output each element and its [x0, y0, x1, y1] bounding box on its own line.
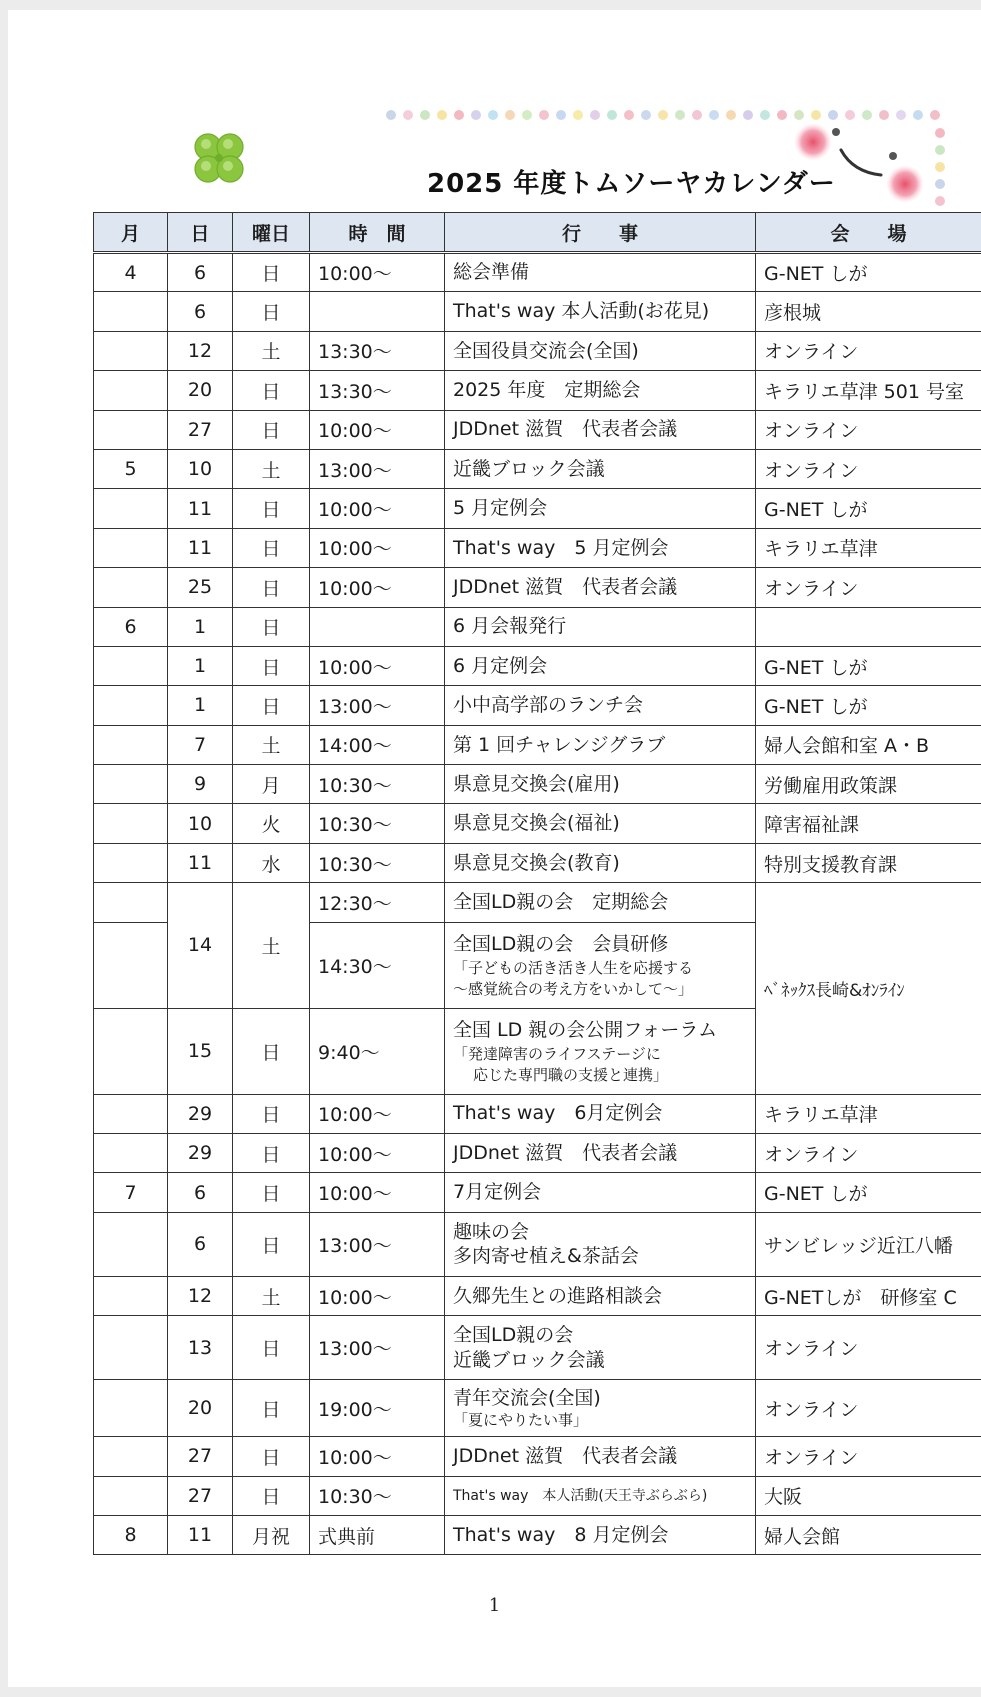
- month-cell: 6: [94, 607, 168, 646]
- month-cell: [94, 1134, 168, 1173]
- event-subtitle: 応じた専門職の支援と連携」: [473, 1066, 669, 1085]
- decorative-dot: [471, 110, 481, 120]
- day-cell: 11: [168, 1515, 233, 1554]
- event-cell: 県意見交換会(福祉): [445, 804, 756, 843]
- event-line: 趣味の会: [453, 1220, 530, 1243]
- event-cell: [445, 1316, 756, 1380]
- decorative-dot: [641, 110, 651, 120]
- column-header-time: 時 間: [310, 213, 445, 253]
- time-cell: 12:30～: [310, 883, 445, 922]
- month-cell: [94, 568, 168, 607]
- event-cell: 県意見交換会(教育): [445, 843, 756, 882]
- time-cell: 10:00～: [310, 1276, 445, 1315]
- weekday-cell: 日: [233, 607, 310, 646]
- calendar-table: [93, 212, 981, 1555]
- decorative-dot: [743, 110, 753, 120]
- weekday-cell: 水: [233, 843, 310, 882]
- day-cell: 27: [168, 1437, 233, 1476]
- decorative-dot: [777, 110, 787, 120]
- decorative-dot: [658, 110, 668, 120]
- venue-cell: オンライン: [756, 1437, 981, 1476]
- day-cell: 11: [168, 528, 233, 567]
- day-cell: 12: [168, 331, 233, 370]
- event-cell: 久郷先生との進路相談会: [445, 1276, 756, 1315]
- event-cell: 小中高学部のランチ会: [445, 686, 756, 725]
- day-cell: 27: [168, 410, 233, 449]
- weekday-cell: 日: [233, 1380, 310, 1437]
- venue-cell: キラリエ草津: [756, 528, 981, 567]
- decorative-dot: [386, 110, 396, 120]
- day-cell: 25: [168, 568, 233, 607]
- day-cell: 6: [168, 292, 233, 331]
- decorative-dot: [573, 110, 583, 120]
- weekday-cell: 日: [233, 1094, 310, 1133]
- time-cell: 10:00～: [310, 1173, 445, 1212]
- event-title: 全国 LD 親の会公開フォーラム: [453, 1018, 718, 1041]
- decorative-dot: [556, 110, 566, 120]
- table-row: [94, 804, 981, 843]
- table-row: [94, 1173, 981, 1212]
- time-cell: 10:30～: [310, 843, 445, 882]
- table-row: [94, 725, 981, 764]
- event-line: 近畿ブロック会議: [453, 1348, 605, 1371]
- event-cell: 6 月定例会: [445, 646, 756, 685]
- weekday-cell: 日: [233, 1437, 310, 1476]
- decorative-dot: [522, 110, 532, 120]
- weekday-cell: 土: [233, 1276, 310, 1315]
- event-cell: JDDnet 滋賀 代表者会議: [445, 410, 756, 449]
- venue-cell: 障害福祉課: [756, 804, 981, 843]
- table-row: [94, 1437, 981, 1476]
- weekday-cell: 日: [233, 528, 310, 567]
- day-cell: 15: [168, 1008, 233, 1094]
- venue-cell: オンライン: [756, 410, 981, 449]
- month-cell: 8: [94, 1515, 168, 1554]
- weekday-cell: 日: [233, 646, 310, 685]
- decorative-dot: [692, 110, 702, 120]
- day-cell: 7: [168, 725, 233, 764]
- day-cell: 27: [168, 1476, 233, 1515]
- column-header-month: 月: [94, 213, 168, 253]
- venue-cell: G-NET しが: [756, 686, 981, 725]
- table-row: [94, 607, 981, 646]
- month-cell: [94, 292, 168, 331]
- decorative-dot: [930, 110, 940, 120]
- day-cell: 29: [168, 1134, 233, 1173]
- time-cell: 10:00～: [310, 568, 445, 607]
- day-cell: 12: [168, 1276, 233, 1315]
- decorative-dot: [488, 110, 498, 120]
- time-cell: 10:00～: [310, 489, 445, 528]
- table-row: [94, 646, 981, 685]
- time-cell: 13:00～: [310, 1316, 445, 1380]
- venue-cell: オンライン: [756, 1316, 981, 1380]
- time-cell: 19:00～: [310, 1380, 445, 1437]
- day-cell: 1: [168, 607, 233, 646]
- event-cell: 総会準備: [445, 253, 756, 292]
- decorative-dot: [794, 110, 804, 120]
- day-cell: 11: [168, 843, 233, 882]
- venue-cell: オンライン: [756, 1380, 981, 1437]
- venue-cell: G-NET しが: [756, 1173, 981, 1212]
- time-cell: 14:30～: [310, 922, 445, 1008]
- month-cell: 5: [94, 449, 168, 488]
- time-cell: [310, 292, 445, 331]
- time-cell: 13:30～: [310, 371, 445, 410]
- weekday-cell: 土: [233, 449, 310, 488]
- decorative-dot: [539, 110, 549, 120]
- table-row: [94, 843, 981, 882]
- decorative-dot: [454, 110, 464, 120]
- decorative-dot: [505, 110, 515, 120]
- table-row: [94, 331, 981, 370]
- decorative-dot: [896, 110, 906, 120]
- document-title: 2025 年度トムソーヤカレンダー: [427, 169, 836, 199]
- weekday-cell: 日: [233, 1173, 310, 1212]
- table-row: [94, 528, 981, 567]
- event-cell: 5 月定例会: [445, 489, 756, 528]
- weekday-cell: 火: [233, 804, 310, 843]
- decorative-dot: [811, 110, 821, 120]
- venue-cell: オンライン: [756, 1134, 981, 1173]
- page-number: 1: [488, 1595, 501, 1616]
- table-row: [94, 1094, 981, 1133]
- table-row: [94, 449, 981, 488]
- decorative-dot: [709, 110, 719, 120]
- event-cell: That's way 本人活動(天王寺ぶらぶら): [445, 1476, 756, 1515]
- venue-cell: G-NET しが: [756, 489, 981, 528]
- time-cell: [310, 607, 445, 646]
- weekday-cell: 日: [233, 410, 310, 449]
- day-cell: 14: [168, 883, 233, 1008]
- table-row: [94, 1476, 981, 1515]
- day-cell: 6: [168, 1173, 233, 1212]
- table-row: [94, 1316, 981, 1380]
- table-row: [94, 1134, 981, 1173]
- event-cell: 全国LD親の会 定期総会: [445, 883, 756, 922]
- event-line: 青年交流会(全国): [453, 1387, 601, 1410]
- table-row: [94, 883, 981, 922]
- event-cell: That's way 本人活動(お花見): [445, 292, 756, 331]
- column-header-day: 日: [168, 213, 233, 253]
- month-cell: [94, 1094, 168, 1133]
- decorative-dot: [862, 110, 872, 120]
- venue-cell: 婦人会館: [756, 1515, 981, 1554]
- event-subtitle: 「発達障害のライフステージに: [453, 1045, 661, 1064]
- event-cell: 県意見交換会(雇用): [445, 765, 756, 804]
- event-cell: [445, 1212, 756, 1276]
- weekday-cell: 日: [233, 1008, 310, 1094]
- venue-cell: サンビレッジ近江八幡: [756, 1212, 981, 1276]
- venue-cell: 労働雇用政策課: [756, 765, 981, 804]
- decorative-dot: [607, 110, 617, 120]
- table-row: [94, 489, 981, 528]
- month-cell: 7: [94, 1173, 168, 1212]
- decorative-dot: [420, 110, 430, 120]
- decorative-dot: [845, 110, 855, 120]
- table-row: [94, 371, 981, 410]
- month-cell: [94, 686, 168, 725]
- event-subtitle: 「夏にやりたい事」: [453, 1410, 589, 1429]
- weekday-cell: 日: [233, 1212, 310, 1276]
- event-line: 全国LD親の会: [453, 1324, 574, 1347]
- time-cell: 13:30～: [310, 331, 445, 370]
- day-cell: 1: [168, 686, 233, 725]
- weekday-cell: 日: [233, 1476, 310, 1515]
- day-cell: 11: [168, 489, 233, 528]
- time-cell: 9:40～: [310, 1008, 445, 1094]
- venue-cell: オンライン: [756, 449, 981, 488]
- time-cell: 14:00～: [310, 725, 445, 764]
- event-cell: 近畿ブロック会議: [445, 449, 756, 488]
- venue-cell: 大阪: [756, 1476, 981, 1515]
- day-cell: 1: [168, 646, 233, 685]
- table-row: [94, 1380, 981, 1437]
- time-cell: 10:00～: [310, 646, 445, 685]
- month-cell: [94, 371, 168, 410]
- venue-cell: 彦根城: [756, 292, 981, 331]
- decorative-dot: [403, 110, 413, 120]
- event-cell: JDDnet 滋賀 代表者会議: [445, 1437, 756, 1476]
- month-cell: 4: [94, 253, 168, 292]
- weekday-cell: 日: [233, 489, 310, 528]
- time-cell: 13:00～: [310, 686, 445, 725]
- time-cell: 10:00～: [310, 1134, 445, 1173]
- decorative-dot: [726, 110, 736, 120]
- time-cell: 13:00～: [310, 1212, 445, 1276]
- dot-border-decoration: [386, 110, 940, 120]
- weekday-cell: 日: [233, 568, 310, 607]
- month-cell: [94, 489, 168, 528]
- weekday-cell: 日: [233, 292, 310, 331]
- weekday-cell: 日: [233, 686, 310, 725]
- day-cell: 6: [168, 253, 233, 292]
- event-cell: JDDnet 滋賀 代表者会議: [445, 1134, 756, 1173]
- venue-cell: 特別支援教育課: [756, 843, 981, 882]
- decorative-dot: [913, 110, 923, 120]
- time-cell: 10:30～: [310, 804, 445, 843]
- decorative-dot: [879, 110, 889, 120]
- event-cell: 6 月会報発行: [445, 607, 756, 646]
- event-cell: 第 1 回チャレンジグラブ: [445, 725, 756, 764]
- day-cell: 13: [168, 1316, 233, 1380]
- column-header-venue: 会 場: [756, 213, 981, 253]
- table-row: [94, 568, 981, 607]
- day-cell: 29: [168, 1094, 233, 1133]
- day-cell: 20: [168, 1380, 233, 1437]
- decorative-dot: [760, 110, 770, 120]
- venue-cell: キラリエ草津 501 号室: [756, 371, 981, 410]
- venue-cell: 婦人会館和室 A・B: [756, 725, 981, 764]
- weekday-cell: 日: [233, 253, 310, 292]
- event-cell: That's way 5 月定例会: [445, 528, 756, 567]
- column-header-event: 行 事: [445, 213, 756, 253]
- weekday-cell: 土: [233, 883, 310, 1008]
- column-header-weekday: 曜日: [233, 213, 310, 253]
- day-cell: 10: [168, 449, 233, 488]
- decorative-dot: [437, 110, 447, 120]
- event-cell: [445, 1008, 756, 1094]
- table-row: [94, 410, 981, 449]
- venue-cell: [756, 607, 981, 646]
- weekday-cell: 土: [233, 331, 310, 370]
- weekday-cell: 日: [233, 1134, 310, 1173]
- day-cell: 20: [168, 371, 233, 410]
- event-cell: 全国役員交流会(全国): [445, 331, 756, 370]
- event-line: 多肉寄せ植え&茶話会: [453, 1245, 639, 1268]
- time-cell: 10:00～: [310, 1094, 445, 1133]
- month-cell: [94, 725, 168, 764]
- decorative-dot: [590, 110, 600, 120]
- table-row: [94, 292, 981, 331]
- time-cell: 10:00～: [310, 410, 445, 449]
- venue-cell: ﾍﾞﾈｯｸｽ長崎&ｵﾝﾗｲﾝ: [756, 883, 981, 1094]
- day-cell: 10: [168, 804, 233, 843]
- event-cell: [445, 1380, 756, 1437]
- venue-cell: G-NET しが: [756, 646, 981, 685]
- month-cell: [94, 804, 168, 843]
- time-cell: 10:00～: [310, 253, 445, 292]
- decorative-dot: [828, 110, 838, 120]
- venue-cell: キラリエ草津: [756, 1094, 981, 1133]
- time-cell: 10:30～: [310, 765, 445, 804]
- event-subtitle: 「子どもの活き活き人生を応援する: [453, 959, 694, 978]
- table-header-row: [94, 213, 981, 253]
- time-cell: 13:00～: [310, 449, 445, 488]
- decorative-dot: [675, 110, 685, 120]
- venue-cell: G-NETしが 研修室 C: [756, 1276, 981, 1315]
- day-cell: 9: [168, 765, 233, 804]
- table-row: [94, 686, 981, 725]
- month-cell: [94, 765, 168, 804]
- event-cell: JDDnet 滋賀 代表者会議: [445, 568, 756, 607]
- decorative-dot: [624, 110, 634, 120]
- time-cell: 10:00～: [310, 528, 445, 567]
- weekday-cell: 土: [233, 725, 310, 764]
- clover-icon: [186, 125, 252, 191]
- table-row: [94, 1212, 981, 1276]
- event-cell: That's way 6月定例会: [445, 1094, 756, 1133]
- event-subtitle: ～感覚統合の考え方をいかして～」: [453, 980, 694, 999]
- month-cell: [94, 410, 168, 449]
- weekday-cell: 日: [233, 1316, 310, 1380]
- table-row: [94, 1276, 981, 1315]
- month-cell: [94, 528, 168, 567]
- venue-cell: オンライン: [756, 568, 981, 607]
- weekday-cell: 月: [233, 765, 310, 804]
- time-cell: 10:00～: [310, 1437, 445, 1476]
- venue-cell: G-NET しが: [756, 253, 981, 292]
- event-title: 全国LD親の会 会員研修: [453, 932, 669, 955]
- day-cell: 6: [168, 1212, 233, 1276]
- event-cell: [445, 922, 756, 1008]
- weekday-cell: 日: [233, 371, 310, 410]
- time-cell: 式典前: [310, 1515, 445, 1554]
- time-cell: 10:30～: [310, 1476, 445, 1515]
- table-row: [94, 765, 981, 804]
- table-row: [94, 253, 981, 292]
- month-cell: [94, 843, 168, 882]
- weekday-cell: 月祝: [233, 1515, 310, 1554]
- month-cell: [94, 331, 168, 370]
- event-cell: 7月定例会: [445, 1173, 756, 1212]
- venue-cell: オンライン: [756, 331, 981, 370]
- month-cell: [94, 646, 168, 685]
- table-row: [94, 1515, 981, 1554]
- event-cell: That's way 8 月定例会: [445, 1515, 756, 1554]
- event-cell: 2025 年度 定期総会: [445, 371, 756, 410]
